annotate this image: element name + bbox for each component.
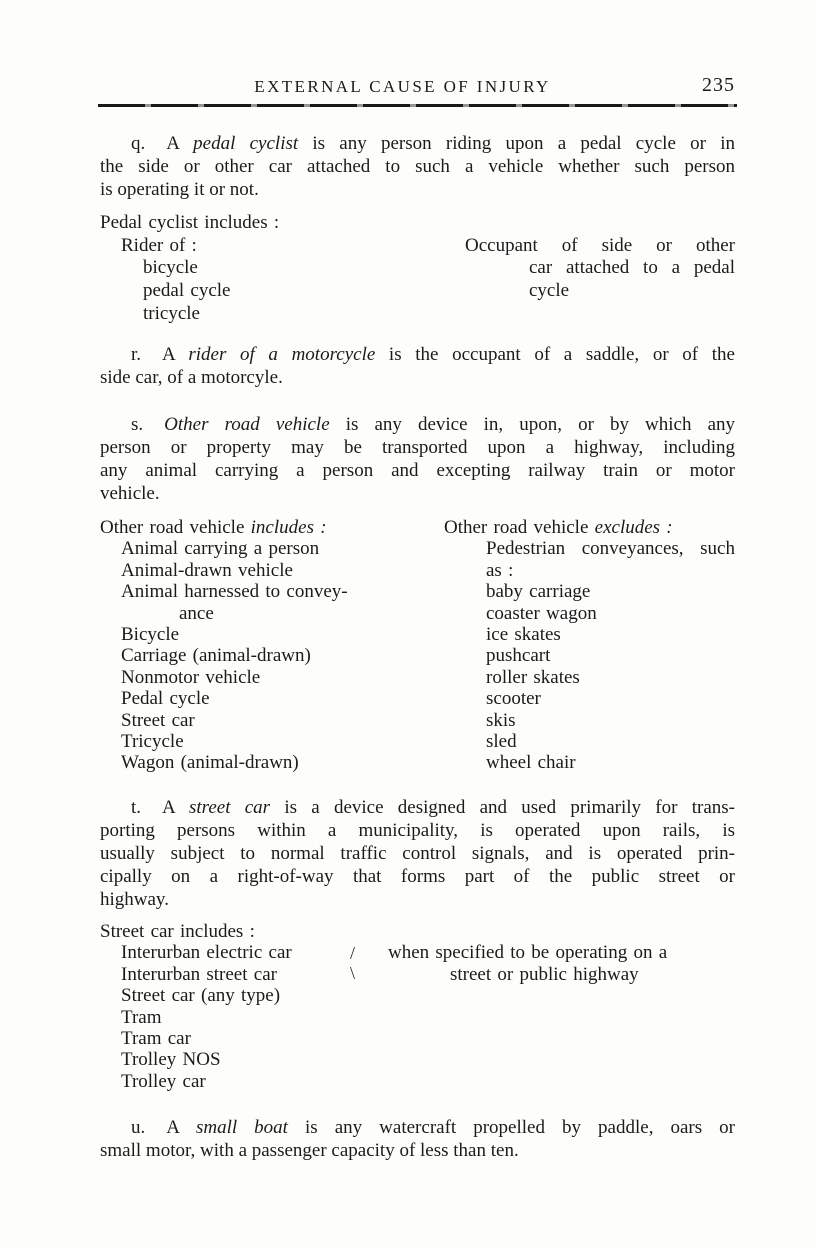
paragraph-u [100, 1116, 735, 1162]
paragraph-line: cipally on a right-of-way that forms part of the public street or [100, 866, 735, 887]
brace-upper-icon: / [350, 943, 356, 963]
list-item: Animal-drawn vehicle [121, 559, 293, 581]
header-rule [98, 104, 737, 107]
paragraph-line: any animal carrying a person and excepting railway train or motor [100, 460, 735, 481]
list-item: bicycle [143, 257, 198, 279]
paragraph-label: q. [131, 133, 146, 154]
list-item: baby carriage [486, 581, 591, 603]
list-heading: Other road vehicle includes : [100, 517, 327, 538]
page-header-title: EXTERNAL CAUSE OF INJURY [254, 77, 551, 96]
paragraph-line: is operating it or not. [100, 179, 259, 200]
paragraph-line: the side or other car attached to such a vehicle whether such person [100, 156, 735, 177]
page-number: 235 [702, 74, 735, 96]
list-item: Wagon (animal-drawn) [121, 752, 299, 774]
list-heading: Pedal cyclist includes : [100, 212, 280, 233]
paragraph-s [100, 413, 735, 505]
paragraph-line: r. A rider of a motorcycle is the occupant of a saddle, or of the [100, 343, 735, 366]
paragraph-line: q. A pedal cyclist is any person riding upon a pedal cycle or in [100, 132, 735, 155]
paragraph-label: u. [131, 1117, 146, 1138]
list-item: tricycle [143, 302, 200, 324]
occupant-note-line: Occupant of side or other [465, 234, 735, 256]
list-heading: Street car includes : [100, 921, 255, 942]
list-item: Animal harnessed to convey- [121, 581, 348, 603]
orv-excludes-column [444, 517, 735, 774]
paragraph-line: u. A small boat is any watercraft propelled by paddle, oars or [100, 1116, 735, 1139]
list-item: wheel chair [486, 752, 576, 774]
paragraph-r [100, 343, 735, 389]
occupant-note-line: car attached to a pedal [529, 257, 735, 279]
paragraph-line: person or property may be transported upon a highway, including [100, 437, 735, 458]
occupant-note-line: cycle [529, 280, 570, 302]
street-car-condition-note [388, 942, 735, 986]
street-car-includes-section [100, 921, 735, 1092]
list-item-continuation: ance [179, 602, 214, 624]
brace-lower-icon: \ [350, 963, 356, 983]
list-item: skis [486, 709, 516, 731]
list-item: Nonmotor vehicle [121, 666, 261, 688]
occupant-note [465, 235, 735, 303]
list-item: scooter [486, 688, 541, 710]
list-item: Bicycle [121, 624, 180, 646]
page-header [100, 74, 735, 103]
list-item: Trolley car [121, 1070, 206, 1092]
list-item: Carriage (animal-drawn) [121, 645, 311, 667]
paragraph-line: usually subject to normal traffic control signals, and is operated prin- [100, 843, 735, 864]
paragraph-line: porting persons within a municipality, is operated upon rails, is [100, 820, 735, 841]
list-heading: Other road vehicle excludes : [444, 517, 673, 538]
list-item: Trolley NOS [121, 1049, 221, 1071]
paragraph-line: small motor, with a passenger capacity of less than ten. [100, 1140, 519, 1161]
list-item: Tram [121, 1006, 162, 1028]
list-subheading: Rider of : [121, 234, 197, 256]
list-item: Tram car [121, 1028, 191, 1050]
list-subheading: as : [486, 559, 514, 581]
note-line: when specified to be operating on a [388, 942, 668, 964]
list-subheading: Pedestrian conveyances, such [486, 538, 735, 560]
list-item: ice skates [486, 624, 561, 646]
list-item: Interurban electric car [121, 942, 292, 964]
list-item: Pedal cycle [121, 688, 210, 710]
page-content [100, 0, 735, 1248]
paragraph-t [100, 796, 735, 911]
paragraph-label: t. [131, 797, 142, 818]
paragraph-q [100, 132, 735, 201]
list-item: sled [486, 731, 517, 753]
paragraph-line: s. Other road vehicle is any device in, upon, or by which any [100, 413, 735, 436]
list-item: Street car [121, 709, 195, 731]
paragraph-line: highway. [100, 889, 169, 910]
paragraph-line: side car, of a motorcyle. [100, 367, 283, 388]
list-item: Interurban street car [121, 963, 277, 985]
paragraph-line: t. A street car is a device designed and used primarily for trans- [100, 796, 735, 819]
list-item: Street car (any type) [121, 985, 281, 1007]
pedal-cyclist-includes-section [100, 212, 735, 326]
list-item: Tricycle [121, 731, 184, 753]
list-item: roller skates [486, 666, 580, 688]
list-item: pushcart [486, 645, 551, 667]
list-item: Animal carrying a person [121, 538, 320, 560]
paragraph-label: r. [131, 344, 142, 365]
list-item: coaster wagon [486, 602, 597, 624]
note-line: street or public highway [450, 964, 639, 986]
paragraph-label: s. [131, 414, 144, 435]
paragraph-line: vehicle. [100, 483, 160, 504]
list-item: pedal cycle [143, 280, 231, 302]
orv-includes-column [100, 517, 440, 774]
